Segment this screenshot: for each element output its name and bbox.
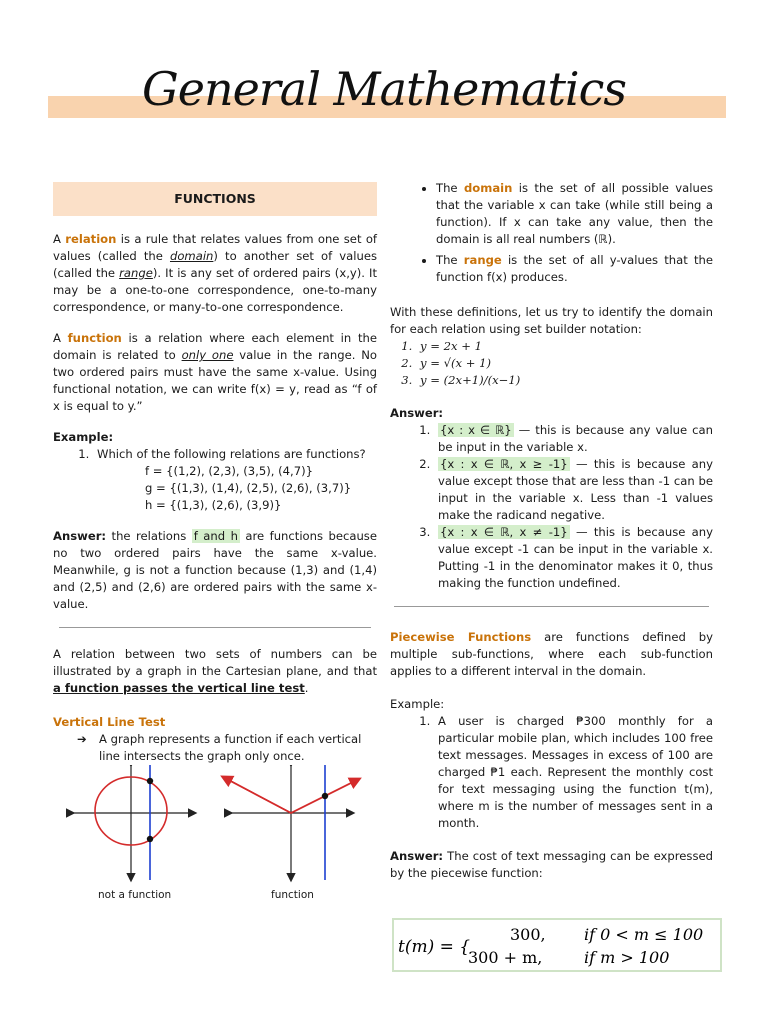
formula-row1-condition: if 0 < m ≤ 100 [584, 925, 704, 944]
equation-1: 1. y = 2x + 1 [416, 338, 713, 355]
caption-not-function: not a function [98, 889, 172, 901]
bullet-domain: • The domain is the set of all possible values that the variable x can take (while still being a function). If x can take any value, then the domain is all real numbers (ℝ). [436, 180, 713, 248]
formula-row2-value: 300 + m, [468, 948, 543, 967]
graphs [53, 765, 377, 905]
set-h: h = {(1,3), (2,6), (3,9)} [145, 498, 282, 512]
function-keyword: function [67, 331, 122, 345]
answer-list [390, 422, 713, 592]
example-problem: 1. A user is charged ₱300 monthly for a particular mobile plan, which includes 100 free text messages. Messages in excess of 100 are charged ₱1 each. Represent the monthly cost for text messaging using the function t(m), where m is the number of messages sent in a month. [434, 713, 713, 832]
piecewise-paragraph: Piecewise Functions are functions defined by multiple sub-functions, where each sub-function applies to a different interval in the domain. [390, 630, 713, 678]
vertical-line-test-graphs [53, 765, 377, 905]
formula-row1-value: 300, [510, 925, 546, 944]
relation-paragraph: A relation is a rule that relates values from one set of values (called the domain) to another set of values (called the range). It is any set of ordered pairs (x,y). It may be a one-to-one correspondence, one-to-many correspondence, or many-to-one correspondence. [53, 232, 378, 314]
function-paragraph: A function is a relation where each element in the domain is related to only one value in the range. No two ordered pairs must have the same x-value. Using functional notation, we can write f(x) = y, read as “f of x is equal to y.” [53, 331, 377, 413]
caption-function: function [271, 889, 314, 901]
intro-paragraph: With these definitions, let us try to identify the domain for each relation using set builder notation: [390, 305, 713, 336]
example-block [53, 429, 377, 514]
equation-3: 3. y = (2x+1)/(x−1) [416, 372, 713, 389]
only-one-term: only one [181, 348, 234, 362]
relation-keyword: relation [65, 232, 117, 246]
right-column [390, 180, 713, 896]
divider [59, 627, 371, 628]
formula-lhs: t(m) = { [398, 937, 471, 957]
example-label-right: Example: [390, 697, 445, 711]
example-list [390, 713, 713, 832]
section-title: FUNCTIONS [53, 182, 377, 216]
not-function-graph [73, 765, 195, 880]
domain-term: domain [169, 249, 214, 263]
example-label: Example: [53, 430, 114, 444]
arrow-icon: ➔ [77, 732, 87, 746]
piecewise-formula [392, 918, 722, 972]
vlt-rule: ➔ A graph represents a function if each vertical line intersects the graph only once. [77, 732, 362, 763]
answer-2: 2. {x : x ∈ ℝ, x ≥ -1} — this is because any value except those that are less than -1 can be input in the variable x. Less than -1 values make the radicand negative. [434, 456, 713, 524]
vlt-bold: a function passes the vertical line test [53, 681, 305, 695]
left-column [53, 182, 377, 905]
vlt-intro: A relation between two sets of numbers can be illustrated by a graph in the Cartesian plane, and that a function passes the vertical line test. [53, 647, 377, 695]
range-term: range [119, 266, 153, 280]
answer-3: 3. {x : x ∈ ℝ, x ≠ -1} — this is because any value except -1 can be input in the variable x. Putting -1 in the denominator makes it 0, thus making the function undefined. [434, 524, 713, 592]
definition-bullets [390, 180, 713, 286]
answer-highlight: f and h [193, 529, 238, 543]
set-f: f = {(1,2), (2,3), (3,5), (4,7)} [145, 464, 313, 478]
formula-row2-condition: if m > 100 [584, 948, 670, 967]
bullet-range: • The range is the set of all y-values that the function f(x) produces. [436, 252, 713, 286]
page-title: General Mathematics [141, 62, 627, 116]
answer-paragraph: Answer: the relations f and h are functions because no two ordered pairs have the same x-value. Meanwhile, g is not a function because (1,3) and (1,4) and (2,5) and (2,6) are ordered pairs with the same x-value. [53, 529, 377, 611]
answer-label-right: Answer: [390, 406, 444, 420]
example-question: 1. Which of the following relations are functions? [93, 446, 377, 463]
equation-2: 2. y = √(x + 1) [416, 355, 713, 372]
answer-1: 1. {x : x ∈ ℝ} — this is because any value can be input in the variable x. [434, 422, 713, 456]
answer-label: Answer: [53, 529, 107, 543]
set-g: g = {(1,3), (1,4), (2,5), (2,6), (3,7)} [145, 481, 352, 495]
answer2-paragraph: Answer: The cost of text messaging can be expressed by the piecewise function: [390, 849, 713, 880]
vlt-heading: Vertical Line Test [53, 715, 166, 729]
divider-right [394, 606, 709, 607]
equation-list [390, 338, 713, 389]
function-graph [223, 765, 359, 880]
